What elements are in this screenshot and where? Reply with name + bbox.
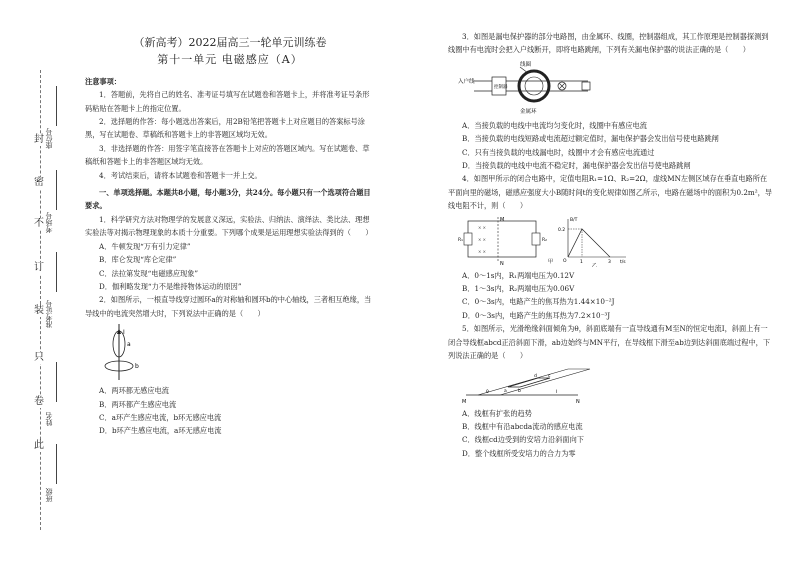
label-m: M bbox=[500, 216, 505, 223]
t-axis-label: t/s bbox=[620, 259, 626, 265]
binding-char: 不 bbox=[34, 218, 44, 229]
question-3-figure bbox=[458, 59, 608, 117]
question-2-option: C．a环产生感应电流，b环无感应电流 bbox=[99, 412, 222, 422]
name-label: 姓名 bbox=[45, 412, 53, 426]
question-1-option: C．法拉第发现“电磁感应现象” bbox=[99, 268, 199, 278]
binding-char: 封 bbox=[34, 134, 44, 145]
incoming-line-label: 入户线 bbox=[458, 78, 475, 85]
page-title: （新高考）2022届高三一轮单元训练卷 bbox=[133, 36, 327, 49]
binding-char: 卷 bbox=[34, 396, 44, 407]
note-item: 3．非选择题的作答：用签字笔直接答在答题卡上对应的答题区域内。写在试题卷、草稿纸和答题卡上的非答题区域均无效。 bbox=[85, 143, 370, 167]
origin-label: O bbox=[563, 258, 567, 264]
note-item: 2．选择题的作答：每小题选出答案后，用2B铅笔把答题卡上对应题目的答案标号涂黑，写在试题卷、草稿纸和答题卡上的非答题区域均无效。 bbox=[85, 117, 365, 140]
admission-number-label: 准考证号 bbox=[45, 300, 53, 328]
binding-char: 此 bbox=[34, 440, 44, 451]
seat-number-label: 座位号 bbox=[45, 128, 53, 149]
field-mark: × × bbox=[478, 236, 486, 242]
question-5-option: B．线框中有沿abcda流动的感应电流 bbox=[462, 421, 583, 431]
exam-room-label: 考场号 bbox=[45, 212, 53, 233]
name-line bbox=[56, 362, 57, 402]
load-box bbox=[582, 82, 590, 90]
figure-b-label: 乙 bbox=[592, 262, 598, 267]
question-5-figure bbox=[458, 365, 598, 405]
note-item: 4．考试结束后，请将本试题卷和答题卡一并上交。 bbox=[99, 170, 262, 180]
binding-char: 密 bbox=[34, 177, 44, 188]
label-m: M bbox=[462, 398, 467, 405]
question-5-option: C．线框cd边受到的安培力沿斜面向下 bbox=[462, 435, 584, 445]
ring-a-label: a bbox=[127, 341, 131, 349]
question-2-option: B．两环都产生感应电流 bbox=[99, 399, 177, 409]
class-line bbox=[56, 444, 57, 484]
field-mark: × × bbox=[478, 224, 486, 230]
label-i: I bbox=[556, 389, 558, 395]
class-label: 班级 bbox=[45, 488, 53, 502]
coil-label: 线圈 bbox=[520, 61, 532, 68]
label-b: b bbox=[518, 388, 521, 394]
t-tick-label: 1 bbox=[580, 259, 583, 265]
question-1-stem: 1．科学研究方法对物理学的发展意义深远，实验法、归纳法、演绎法、类比法、理想实验法等对揭示物理现象的本质十分重要。下列哪个成果是运用理想实验法得到的（ ） bbox=[85, 214, 373, 238]
b-t-curve bbox=[568, 229, 610, 257]
current-label: I bbox=[123, 329, 125, 337]
label-c: c bbox=[548, 373, 551, 379]
note-item: 1．答题前，先将自己的姓名、准考证号填写在试题卷和答题卡上，并将准考证号条形码粘贴在答题卡上的指定位置。 bbox=[85, 90, 370, 113]
question-4-option: C．0～3s内，电路产生的焦耳热为1.44×10⁻²J bbox=[462, 297, 615, 307]
figure-a-label: 甲 bbox=[548, 258, 554, 265]
question-4-stem: 4．如图甲所示的闭合电路中，定值电阻R₁=1Ω、R₂=2Ω，虚线MN左侧区域存在垂直电路所在平面向里的磁场，磁感应强度大小B随时间t的变化规律如图乙所示，电路在磁场中的面积为0.2m²，导线电阻不计，则（ ） bbox=[448, 174, 772, 211]
b-axis-label: B/T bbox=[570, 217, 578, 223]
ring-hole bbox=[525, 77, 543, 95]
question-2-stem: 2．如图所示，一根直导线穿过圆环a的对称轴和圆环b的中心轴线，三者相互绝缘，当导线中的电流突然增大时，下列说法中正确的是（ ） bbox=[85, 295, 372, 318]
admission-number-line bbox=[56, 252, 57, 292]
question-3-option: D．当接负载的电线中电流不稳定时，漏电保护器会发出信号使电路跳闸 bbox=[462, 161, 691, 171]
label-a: a bbox=[504, 388, 507, 394]
resistor-r2 bbox=[532, 233, 540, 245]
question-2-figure bbox=[95, 322, 155, 384]
controller-label: 控制器 bbox=[494, 84, 508, 90]
question-5-option: A．线框有扩张的趋势 bbox=[462, 408, 532, 418]
right-column bbox=[448, 30, 773, 460]
question-2-option: D．b环产生感应电流，a环无感应电流 bbox=[99, 426, 222, 436]
question-3-option: C．只有当接负载的电线漏电时，线圈中才会有感应电流通过 bbox=[462, 147, 655, 157]
incline-surface bbox=[478, 369, 590, 395]
question-5-option: D．整个线框所受安培力的合力为零 bbox=[462, 448, 576, 458]
field-mark: × × bbox=[478, 248, 486, 254]
b-tick-label: 0.2 bbox=[558, 227, 566, 233]
question-4-figure bbox=[458, 215, 658, 267]
label-n: N bbox=[576, 398, 580, 405]
question-5-stem: 5．如图所示，光滑绝缘斜面倾角为θ，斜面底端有一直导线通有M至N的恒定电流I，斜面上有一闭合导线框abcd正沿斜面下滑，ab边始终与MN平行，在导线框下滑至ab边到达斜面底端过程中，下列说法正确的是（ ） bbox=[448, 324, 771, 361]
label-theta: θ bbox=[486, 389, 489, 395]
question-3-option: A．当接负载的电线中电流均匀变化时，线圈中有感应电流 bbox=[462, 120, 647, 130]
binding-strip bbox=[0, 0, 78, 562]
t-tick-label: 3 bbox=[608, 259, 611, 265]
label-r1: R₁ bbox=[458, 237, 463, 243]
question-1-option: A．牛顿发现“万有引力定律” bbox=[99, 241, 191, 251]
question-1-option: D．伽利略发现“力不是维持物体运动的原因” bbox=[99, 281, 242, 291]
label-r2: R₂ bbox=[542, 237, 547, 243]
metal-ring-label: 金属环 bbox=[520, 108, 537, 115]
exam-room-line bbox=[56, 170, 57, 210]
left-column bbox=[85, 30, 375, 438]
binding-char: 只 bbox=[34, 352, 44, 363]
resistor-r1 bbox=[464, 233, 472, 245]
section-heading: 一、单项选择题。本题共8小题，每小题3分，共24分。每小题只有一个选项符合题目要求。 bbox=[85, 188, 371, 211]
binding-char: 订 bbox=[34, 262, 44, 273]
question-4-option: A．0～1s内，R₁两端电压为0.12V bbox=[462, 270, 575, 280]
question-3-option: B．当接负载的电线短路或电流超过额定值时，漏电保护器会发出信号使电路跳闸 bbox=[462, 134, 719, 144]
question-2-option: A．两环都无感应电流 bbox=[99, 386, 169, 396]
question-4-option: B．1～3s内，R₂两端电压为0.06V bbox=[462, 284, 575, 294]
label-n: N bbox=[500, 260, 504, 267]
page-subtitle: 第十一单元 电磁感应（A） bbox=[157, 53, 303, 67]
binding-char: 装 bbox=[34, 305, 44, 316]
notes-heading: 注意事项： bbox=[85, 76, 121, 86]
label-d: d bbox=[534, 373, 537, 379]
seat-number-line bbox=[56, 86, 57, 126]
question-3-stem: 3．如图是漏电保护器的部分电路图，由金属环、线圈，控制器组成，其工作原理是控制器探测到线圈中有电流时会把入户线断开，即将电路跳闸，下列有关漏电保护器的说法正确的是（ ） bbox=[448, 32, 769, 55]
question-1-option: B．库仑发现“库仑定律” bbox=[99, 255, 177, 265]
question-4-option: D．0～3s内，电路产生的焦耳热为7.2×10⁻³J bbox=[462, 310, 611, 320]
ring-b-label: b bbox=[135, 363, 139, 371]
